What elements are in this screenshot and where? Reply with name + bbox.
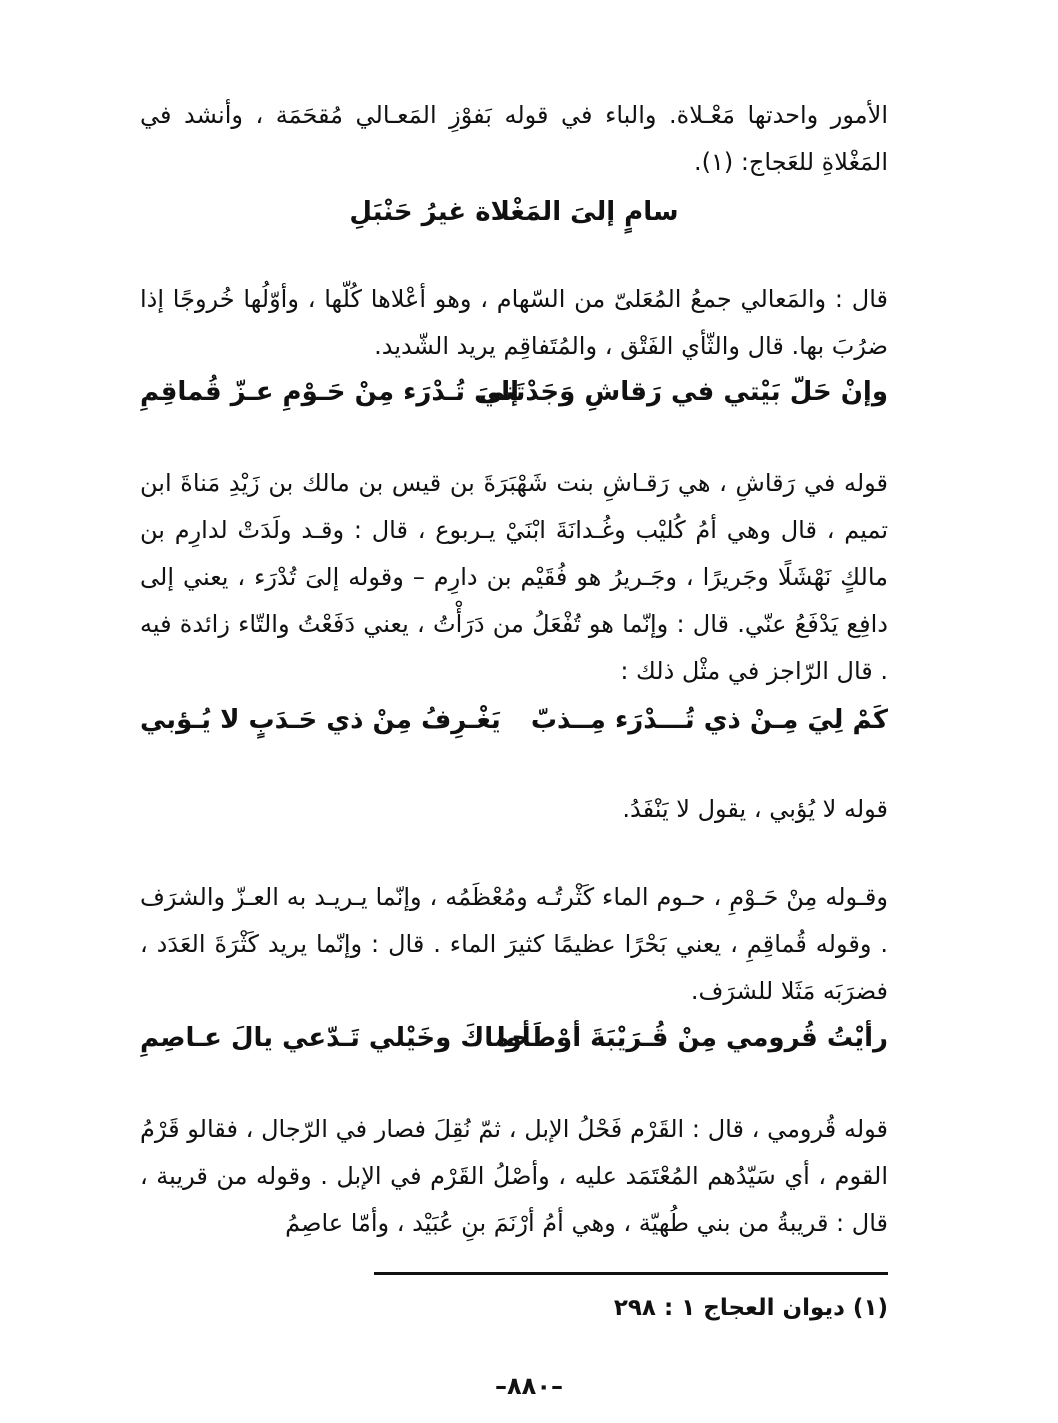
verse-hemistich: حماكَ وخَيْلي تَـدّعي يالَ عـاصِمِ bbox=[140, 1023, 531, 1053]
footnote: (١) ديوان العجاج ١ : ٢٩٨ bbox=[613, 1295, 888, 1321]
verse-hemistich: يَغْـرِفُ مِنْ ذي حَـدَبٍ لا يُـؤبي bbox=[140, 705, 501, 735]
verse-hemistich: كَمْ لِيَ مِـنْ ذي تُـــدْرَء مِــذبّ bbox=[530, 705, 888, 735]
verse-hemistich: وإنْ حَلّ بَيْتي في رَقاشِ وَجَدْتَني bbox=[478, 377, 888, 407]
verse-hemistich: رأيْتُ قُرومي مِنْ قُـرَيْبَةَ أوْطَأوا bbox=[496, 1023, 888, 1053]
paragraph: قوله لا يُؤبي ، يقول لا يَنْفَدُ. bbox=[622, 795, 888, 823]
paragraph: قال : والمَعالي جمعُ المُعَلىّ من السّهام ، وهو أعْلاها كُلّها ، وأوّلُها خُروجًا إذا ضرُبَ بها. قال والثّأي الفَتْق ، والمُتَفاقِم يريد الشّديد. bbox=[140, 285, 888, 360]
verse-hemistich: إلىَ تُـدْرَء مِنْ حَـوْمِ عـزّ قُماقِمِ bbox=[140, 377, 520, 407]
paragraph: الأمور واحدتها مَعْـلاة. والباء في قوله بَفوْزِ المَعـالي مُقحَمَة ، وأنشد في المَغْلاةِ للعَجاج: (١). bbox=[140, 101, 888, 176]
page-number: –٨٨٠– bbox=[495, 1372, 563, 1400]
paragraph: وقـوله مِنْ حَـوْمِ ، حـوم الماء كَثْرتُـه ومُعْظَمُه ، وإنّما يـريـد به العـزّ والشرَف . وقوله قُماقِمِ ، يعني بَحْرًا عظيمًا كثيرَ الماء . قال : وإنّما يريد كَثْرَةَ العَدَد ، فضرَبَه مَثَلا للشرَف. bbox=[140, 883, 888, 1005]
paragraph: قوله قُرومي ، قال : القَرْم فَحْلُ الإبل ، ثمّ نُقِلَ فصار في الرّجال ، فقالو قَرْمُ القوم ، أي سَيّدُهم المُعْتَمَد عليه ، وأصْلُ القَرْم في الإبل . وقوله من قريبة ، قال : قريبةُ من بني طُهيّة ، وهي أمُ أرْنَمَ بنِ عُبَيْد ، وأمّا عاصِمُ bbox=[140, 1115, 888, 1237]
verse-line: سامٍ إلىَ المَغْلاة غيرُ حَنْبَلِ bbox=[349, 197, 679, 227]
footnote-divider bbox=[374, 1272, 888, 1275]
paragraph: قوله في رَقاشِ ، هي رَقـاشِ بنت شَهْبَرَةَ بن قيس بن مالك بن زَيْدِ مَناةَ ابن تميم ، قال وهي أمُ كُليْب وغُـدانَةَ ابْنَيْ يـربوع ، قال : وقـد ولَدَتْ لدارِم بن مالكٍ نَهْشَلًا وجَريرًا ، وجَـريرُ هو فُقَيْم بن دارِم – وقوله إلىَ تُدْرَء ، يعني إلى دافِع يَدْفَعُ عنّي. قال : وإنّما هو تُفْعَلُ من دَرَأْتُ ، يعني دَفَعْتُ والتّاء زائدة فيه . قال الرّاجز في مثْل ذلك : bbox=[140, 469, 888, 685]
